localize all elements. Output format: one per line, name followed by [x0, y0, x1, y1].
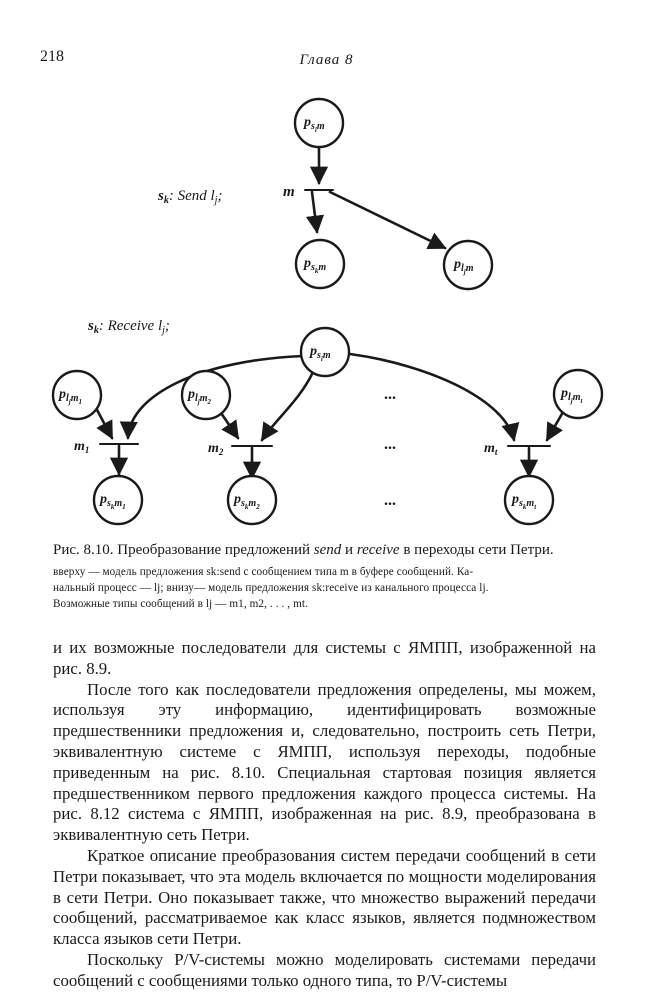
- message-label-m: m: [283, 184, 295, 200]
- transition-label-m2: $m_2$: [208, 441, 224, 457]
- label-top-channel: $p_{lj}^m$: [454, 257, 474, 276]
- paragraph-1: и их возможные последователи для системы с ЯМПП, изображенной на рис. 8.9.: [53, 638, 596, 678]
- label-bot-source: $p_{si}^m$: [310, 344, 331, 363]
- page-number: 218: [40, 48, 64, 65]
- figure-caption-title: Рис. 8.10. Преобразование предложений send и receive в переходы сети Петри.: [53, 542, 554, 558]
- figure-caption-line2: нальный процесс — lj; внизу— модель предложения sk:receive из канального процесса lj.: [53, 582, 489, 594]
- arc-top-trans-to-channel: [330, 192, 445, 248]
- label-channel-m1: $p_{lj}^m_1$: [59, 387, 83, 406]
- figure-caption-line1: вверху — модель предложения sk:send с сообщением типа m в буфере сообщений. Ка-: [53, 566, 474, 578]
- statement-label-send: $s_k$: Send $l_j$;: [158, 188, 223, 206]
- label-out-m2: $p_{sk}^m_2$: [234, 492, 260, 511]
- arc-bot-src-to-t2: [262, 372, 313, 440]
- running-header: Глава 8: [299, 52, 354, 68]
- ellipsis-row2: ...: [384, 436, 396, 453]
- arc-bot-ch1-to-t1: [96, 408, 112, 438]
- label-top-source: $p_{si}^m$: [304, 115, 325, 134]
- paragraph-4: Поскольку P/V-системы можно моделировать системами передачи сообщений с сообщениями только одного типа, то P/V-системы: [53, 949, 596, 990]
- figure-caption-line3: Возможные типы сообщений в lj — m1, m2, . . . , mt.: [53, 598, 309, 610]
- label-out-m1: $p_{sk}^m_1$: [100, 492, 126, 511]
- label-channel-mt: $p_{lj}^m_t$: [561, 386, 583, 405]
- arc-bot-src-to-tt: [350, 354, 514, 440]
- transition-label-mt: $m_t$: [484, 441, 498, 457]
- arc-bot-cht-to-tt: [547, 412, 563, 440]
- ellipsis-row3: ...: [384, 492, 396, 509]
- label-top-dest: $p_{sk}^m$: [304, 256, 327, 275]
- arc-top-trans-to-dest: [312, 192, 317, 232]
- transition-label-m1: $m_1$: [74, 439, 90, 455]
- body-text: [53, 638, 596, 992]
- label-out-mt: $p_{sk}^m_t$: [512, 492, 537, 511]
- paragraph-2: После того как последователи предложения определены, мы можем, используя эту информацию, идентифицировать возможные предшественники предложения и, следовательно, построить сеть Петри, эквивалентную системе с ЯМПП, используя переходы, подобные приведенным на рис. 8.10. Специальная стартовая позиция является предшественником первого предложения каждого процесса системы. На рис. 8.12 система с ЯМПП, изображенная на рис. 8.9, преобразована в эквивалентную сеть Петри.: [53, 679, 596, 845]
- statement-label-receive: $s_k$: Receive $l_j$;: [88, 318, 170, 336]
- paragraph-3: Краткое описание преобразования систем передачи сообщений в сети Петри показывает, что эта модель включается по мощности моделирования в сети Петри. Оно показывает также, что множество выражений передачи сообщений, рассматриваемое как класс языков, является подмножеством класса языков сети Петри.: [53, 845, 596, 949]
- label-channel-m2: $p_{lj}^m_2$: [188, 387, 212, 406]
- ellipsis-row1: ...: [384, 386, 396, 403]
